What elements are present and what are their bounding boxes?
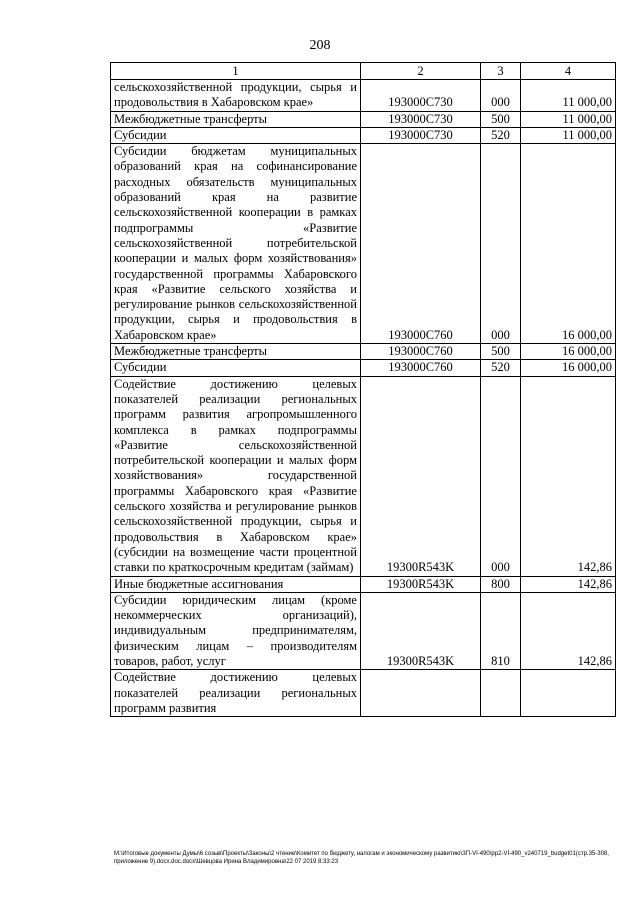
row-sum: 11 000,00 (521, 127, 616, 143)
row-sum: 16 000,00 (521, 144, 616, 344)
row-type (481, 670, 521, 717)
row-sum: 142,86 (521, 576, 616, 592)
table-row (111, 576, 616, 592)
row-name: Иные бюджетные ассигнования (111, 576, 361, 592)
row-sum (521, 670, 616, 717)
row-sum: 11 000,00 (521, 111, 616, 127)
table-row (111, 376, 616, 576)
row-type: 520 (481, 127, 521, 143)
row-name: Содействие достижению целевых показателей реализации региональных программ развития агропромышленного комплекса в рамках подпрограммы «Развитие сельскохозяйственной потребительской кооперации и малых форм хозяйствования» государственной программы Хабаровского края «Развитие сельского хозяйства и регулирование рынков сельскохозяйственной продукции, сырья и продовольствия в Хабаровском крае» (субсидии на возмещение части процентной ставки по краткосрочным кредитам (займам) (111, 376, 361, 576)
row-type: 000 (481, 144, 521, 344)
row-name: Субсидии (111, 127, 361, 143)
column-header-2: 2 (361, 63, 481, 80)
row-sum: 142,86 (521, 376, 616, 576)
table-header-row (111, 63, 616, 80)
row-sum: 142,86 (521, 592, 616, 669)
page-number: 208 (309, 38, 331, 53)
table-row (111, 344, 616, 360)
table-row (111, 592, 616, 669)
row-code: 193000C730 (361, 111, 481, 127)
row-sum: 11 000,00 (521, 80, 616, 112)
row-code: 193000C730 (361, 80, 481, 112)
row-type: 520 (481, 360, 521, 376)
row-type: 810 (481, 592, 521, 669)
row-code (361, 670, 481, 717)
document-path-footer: M:\Итоговые документы Думы\6 созыв\Проекты\Законы\2 чтение\Комитет по бюджету, налогам и экономическому развитию\ЗП-VI-490\рр2-VI-490_v240719_budget01(стр.35-308, приложение 9).docx.doc.docx\Шевцова Ирина Владимировна\22 07 2019 8:33:23 (114, 851, 609, 865)
row-type: 800 (481, 576, 521, 592)
row-name: Субсидии (111, 360, 361, 376)
row-code: 19300R543K (361, 592, 481, 669)
column-header-4: 4 (521, 63, 616, 80)
row-name: Содействие достижению целевых показателей реализации региональных программ развития (111, 670, 361, 717)
table-row (111, 360, 616, 376)
row-code: 19300R543K (361, 376, 481, 576)
row-name: Субсидии юридическим лицам (кроме некоммерческих организаций), индивидуальным предпринимателям, физическим лицам – производителям товаров, работ, услуг (111, 592, 361, 669)
table-row (111, 127, 616, 143)
row-code: 193000C730 (361, 127, 481, 143)
row-type: 500 (481, 111, 521, 127)
row-name: Межбюджетные трансферты (111, 111, 361, 127)
row-code: 19300R543K (361, 576, 481, 592)
row-type: 000 (481, 80, 521, 112)
row-name: сельскохозяйственной продукции, сырья и продовольствия в Хабаровском крае» (111, 80, 361, 112)
table-row (111, 111, 616, 127)
column-header-3: 3 (481, 63, 521, 80)
table-row (111, 144, 616, 344)
table-row (111, 670, 616, 717)
row-sum: 16 000,00 (521, 344, 616, 360)
row-name: Субсидии бюджетам муниципальных образований края на софинансирование расходных обязательств муниципальных образований края на развитие сельскохозяйственной кооперации в рамках подпрограммы «Развитие сельскохозяйственной потребительской кооперации и малых форм хозяйствования» государственной программы Хабаровского края «Развитие сельского хозяйства и регулирование рынков сельскохозяйственной продукции, сырья и продовольствия в Хабаровском крае» (111, 144, 361, 344)
row-code: 193000C760 (361, 144, 481, 344)
row-type: 000 (481, 376, 521, 576)
row-sum: 16 000,00 (521, 360, 616, 376)
row-type: 500 (481, 344, 521, 360)
row-name: Межбюджетные трансферты (111, 344, 361, 360)
budget-table (110, 62, 616, 717)
column-header-1: 1 (111, 63, 361, 80)
row-code: 193000C760 (361, 344, 481, 360)
row-code: 193000C760 (361, 360, 481, 376)
table-row (111, 80, 616, 112)
